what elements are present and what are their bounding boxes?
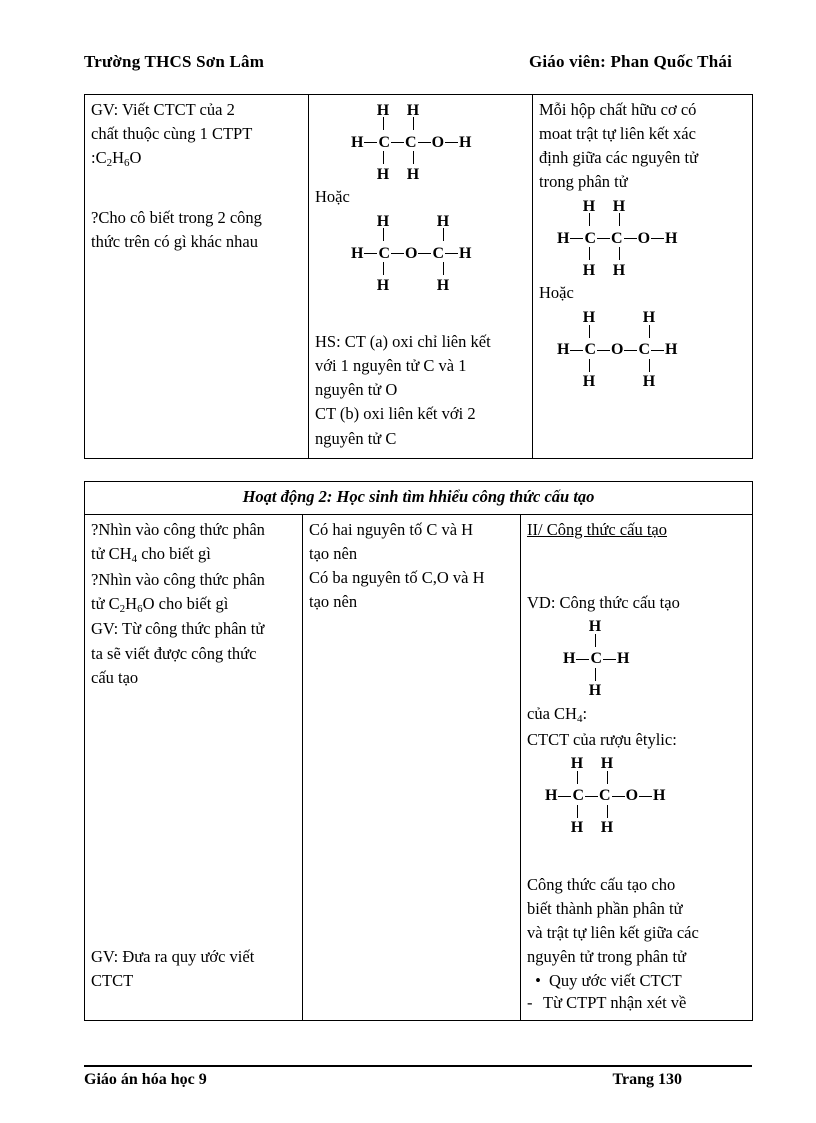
- table1-col1: [85, 95, 309, 459]
- atom-h: H: [600, 755, 614, 773]
- ctpt-sub1: 2: [106, 157, 113, 170]
- cua-sub: 4: [576, 712, 583, 725]
- atom-c: C: [378, 244, 391, 262]
- atom-o: O: [637, 229, 651, 247]
- t1c1-formula-ctpt: [91, 147, 302, 171]
- dash-item: [527, 992, 746, 1014]
- t1c1-line2: chất thuộc cùng 1 CTPT: [91, 124, 253, 144]
- t2c3-p2: biết thành phần phân tử: [527, 898, 683, 918]
- ctpt-suffix: O: [129, 148, 142, 168]
- cua-suffix: :: [582, 703, 588, 723]
- structural-formula-methane: [563, 620, 629, 699]
- atom-h: H: [557, 341, 570, 359]
- t1c1-line1: GV: Viết CTCT của 2: [91, 100, 235, 119]
- t2c3-p1: Công thức cấu tạo cho: [527, 874, 676, 894]
- t2c3-vd: VD: Công thức cấu tạo: [527, 592, 680, 612]
- atom-o: O: [405, 244, 418, 262]
- t2c3-ctct-ruou: CTCT của rượu êtylic:: [527, 729, 677, 749]
- atom-h: H: [570, 755, 584, 773]
- atom-h: H: [436, 276, 450, 294]
- table-row: [85, 514, 753, 1021]
- table2-col2: [303, 514, 521, 1021]
- t1c2-hs-line4: CT (b) oxi liên kết với 2: [315, 404, 476, 424]
- header-teacher-name: Giáo viên: Phan Quốc Thái: [528, 52, 732, 71]
- t1c3-line3: định giữa các nguyên tử: [539, 148, 699, 168]
- atom-h: H: [376, 165, 390, 183]
- atom-c: C: [432, 244, 445, 262]
- table-row: [85, 95, 753, 459]
- atom-c: C: [572, 787, 585, 805]
- ctpt-mid: H: [112, 148, 125, 168]
- c2h6o-prefix: tử C: [91, 593, 120, 613]
- atom-h: H: [588, 682, 602, 700]
- atom-h: H: [436, 212, 450, 230]
- t2c2-l1a: Có hai nguyên tố C và H: [309, 519, 474, 539]
- section-heading-ctct: II/ Công thức cấu tạo: [527, 519, 667, 539]
- atom-c: C: [590, 650, 603, 668]
- t2c1-l3c: cấu tạo: [91, 667, 139, 687]
- page-footer: [84, 1065, 752, 1089]
- atom-h: H: [351, 244, 364, 262]
- t1c3-hoac: Hoặc: [539, 283, 574, 303]
- table1-col3: [533, 95, 753, 459]
- t2c3-p4: nguyên tử trong phân tử: [527, 947, 687, 967]
- dash-text: Từ CTPT nhận xét về: [543, 993, 687, 1013]
- atom-h: H: [406, 165, 420, 183]
- c2h6o-sub2: 6: [137, 602, 143, 615]
- t2c1-q1a: ?Nhìn vào công thức phân: [91, 519, 265, 539]
- t1c3-line2: moat trật tự liên kết xác: [539, 124, 696, 144]
- table1-col2: [309, 95, 533, 459]
- footer-title: Giáo án hóa học 9: [84, 1071, 207, 1088]
- atom-c: C: [599, 787, 611, 805]
- lesson-table-1: [84, 94, 753, 459]
- c2h6o-suffix: O cho biết gì: [142, 593, 229, 613]
- atom-c: C: [611, 229, 623, 247]
- atom-h: H: [582, 197, 596, 215]
- t2c2-l2a: Có ba nguyên tố C,O và H: [309, 567, 485, 587]
- table2-col1: [85, 514, 303, 1021]
- atom-h: H: [570, 819, 584, 837]
- structural-formula-ethanol-a: [351, 103, 471, 182]
- atom-c: C: [405, 133, 417, 151]
- t2c3-cua-ch4: [527, 703, 746, 727]
- ch4-suffix: cho biết gì: [137, 543, 211, 563]
- atom-h: H: [600, 819, 614, 837]
- table2-col3: [521, 514, 753, 1021]
- structural-formula-ether-b: [351, 214, 471, 293]
- atom-h: H: [665, 341, 678, 359]
- atom-h: H: [582, 261, 596, 279]
- structural-formula-ethanol-c3: [557, 199, 677, 278]
- t1c1-line4: ?Cho cô biết trong 2 công: [91, 207, 262, 227]
- atom-h: H: [612, 197, 626, 215]
- t2c1-q2a: ?Nhìn vào công thức phân: [91, 569, 265, 589]
- c2h6o-sub1: 2: [119, 602, 126, 615]
- atom-o: O: [431, 133, 445, 151]
- atom-c: C: [638, 341, 651, 359]
- t2c1-l3a: GV: Từ công thức phân tử: [91, 619, 265, 639]
- atom-h: H: [557, 229, 570, 247]
- c2h6o-mid: H: [125, 593, 138, 613]
- atom-c: C: [584, 341, 597, 359]
- lesson-table-2: [84, 481, 753, 1022]
- ctpt-prefix: :C: [91, 148, 107, 168]
- t1c2-hs-line3: nguyên tử O: [315, 380, 398, 400]
- t2c2-l2b: tạo nên: [309, 592, 358, 612]
- atom-c: C: [584, 229, 597, 247]
- t2c1-l4a: GV: Đưa ra quy ước viết: [91, 946, 255, 966]
- atom-h: H: [563, 650, 576, 668]
- t1c2-hs-line2: với 1 nguyên tử C và 1: [315, 356, 467, 376]
- atom-h: H: [406, 101, 420, 119]
- atom-c: C: [378, 133, 391, 151]
- atom-h: H: [376, 276, 390, 294]
- t2c1-l4b: CTCT: [91, 970, 134, 990]
- atom-h: H: [459, 133, 472, 151]
- t2c1-l3b: ta sẽ viết được công thức: [91, 643, 257, 663]
- table-row-banner: [85, 481, 753, 514]
- bullet-text: Quy ước viết CTCT: [549, 971, 682, 991]
- bullet-item: [527, 970, 746, 992]
- ctpt-sub2: 6: [124, 157, 130, 170]
- ch4-prefix: tử CH: [91, 543, 132, 563]
- page-header: [84, 52, 744, 72]
- t2c2-l1b: tạo nên: [309, 543, 358, 563]
- atom-h: H: [612, 261, 626, 279]
- dash-icon: -: [527, 993, 533, 1013]
- t1c3-line1: Mỗi hộp chất hữu cơ có: [539, 100, 697, 119]
- atom-o: O: [611, 341, 624, 359]
- atom-h: H: [665, 229, 678, 247]
- atom-h: H: [459, 244, 472, 262]
- t2c3-p3: và trật tự liên kết giữa các: [527, 923, 699, 943]
- bullet-icon: •: [535, 971, 541, 991]
- atom-h: H: [642, 373, 656, 391]
- atom-h: H: [376, 101, 390, 119]
- t1c2-hs-line1: HS: CT (a) oxi chỉ liên kết: [315, 332, 491, 352]
- ch4-sub: 4: [131, 552, 138, 565]
- t1c2-hoac: Hoặc: [315, 187, 350, 206]
- atom-h: H: [582, 373, 596, 391]
- cua-prefix: của CH: [527, 703, 577, 723]
- activity-banner: Hoạt động 2: Học sinh tìm hhiểu công thức cấu tạo: [85, 481, 753, 514]
- t1c3-line4: trong phân tử: [539, 172, 628, 192]
- t1c1-line5: thức trên có gì khác nhau: [91, 232, 259, 252]
- atom-h: H: [617, 650, 630, 668]
- atom-h: H: [545, 787, 558, 805]
- atom-h: H: [351, 133, 364, 151]
- footer-page-number: Trang 130: [612, 1071, 682, 1088]
- atom-h: H: [653, 787, 666, 805]
- atom-h: H: [376, 212, 390, 230]
- header-school-name: Trường THCS Sơn Lâm: [84, 52, 265, 71]
- atom-o: O: [625, 787, 639, 805]
- t2c1-q1b: [91, 543, 296, 567]
- atom-h: H: [582, 309, 596, 327]
- atom-h: H: [588, 618, 602, 636]
- t2c1-q2b: [91, 593, 296, 617]
- structural-formula-ethanol-t2: [545, 757, 665, 836]
- structural-formula-ether-c3: [557, 311, 677, 390]
- atom-h: H: [642, 309, 656, 327]
- t1c2-hs-line5: nguyên tử C: [315, 428, 397, 448]
